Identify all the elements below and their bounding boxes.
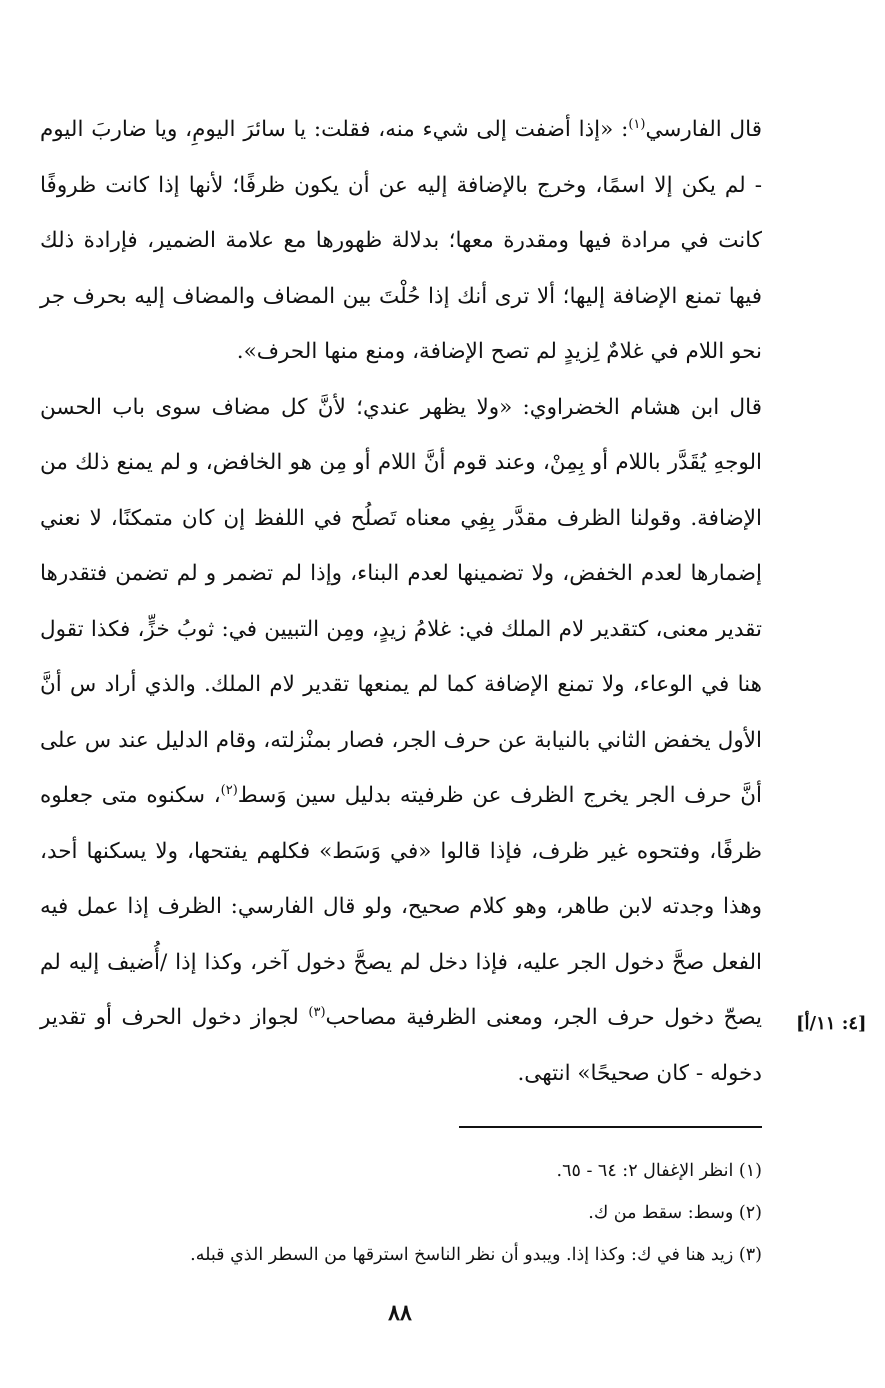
- footnote-divider: [459, 1126, 762, 1128]
- page-number: ٨٨: [388, 1300, 412, 1326]
- paragraph-farisi: [40, 102, 762, 380]
- paragraph-lead: قال الفارسي: [645, 117, 762, 142]
- footnote-ref-3: (٣): [308, 1004, 326, 1020]
- footnote-ref-1: (١): [628, 116, 646, 132]
- footnotes: [40, 1150, 762, 1276]
- paragraph-text-end: لجواز دخول الحرف أو تقدير دخوله - كان صحيحًا» انتهى.: [40, 1005, 762, 1086]
- footnote-1: (١) انظر الإغفال ٢: ٦٤ - ٦٥.: [556, 1161, 762, 1181]
- footnote-ref-2: (٢): [220, 782, 238, 798]
- main-text: [40, 102, 762, 1101]
- footnote-3: (٣) زيد هنا في ك: وكذا إذا. ويبدو أن نظر الناسخ استرقها من السطر الذي قبله.: [190, 1245, 762, 1265]
- paragraph-text: : «إذا أضفت إلى شيء منه، فقلت: يا سائرَ اليومِ، ويا ضاربَ اليوم - لم يكن إلا اسمًا، وخرج بالإضافة إليه عن أن يكون ظرفًا؛ لأنها إذا كانت ظروفًا كانت في مرادة فيها ومقدرة معها؛ بدلالة ظهورها مع علامة الضمير، فإرادة ذلك فيها تمنع الإضافة إليها؛ ألا ترى أنك إذا حُلْتَ بين المضاف والمضاف إليه بحرف جر نحو اللام في غلامٌ لِزيدٍ لم تصح الإضافة، ومنع منها الحرف».: [40, 117, 762, 364]
- paragraph-text: ، سكنوه متى جعلوه ظرفًا، وفتحوه غير ظرف، فإذا قالوا «في وَسَط» فكلهم يفتحها، ولا يسكنها أحد، وهذا وجدته لابن طاهر، وهو كلام صحيح، ولو قال الفارسي: الظرف إذا عمل فيه الفعل صحَّ دخول الجر عليه، فإذا دخل لم يصحَّ دخول آخر، وكذا إذا /أُضيف إليه لم يصحّ دخول حرف الجر، ومعنى الظرفية مصاحب: [40, 783, 763, 1030]
- manuscript-folio-marker: [٤: ١١/أ]: [796, 1013, 867, 1034]
- footnote-2: (٢) وسط: سقط من ك.: [588, 1203, 762, 1223]
- paragraph-lead: قال ابن هشام الخضراوي: «ولا يظهر عندي؛ لأنَّ كل مضاف سوى باب الحسن الوجهِ يُقَدَّر باللام أو بِمِنْ، وعند قوم أنَّ اللام أو مِن هو الخافض، و لم يمنع ذلك من الإضافة. وقولنا الظرف مقدَّر بِفِي معناه تَصلُح في اللفظ إن كان متمكنًا، لا نعني إضمارها لعدم الخفض، ولا تضمينها لعدم البناء، وإذا لم تضمر و لم تضمن فتقدرها تقدير معنى، كتقدير لام الملك في: غلامُ زيدٍ، ومِن التبيين في: ثوبُ خزٍّ، فكذا تقول هنا في الوعاء، ولا تمنع الإضافة كما لم يمنعها تقدير لام الملك. والذي أراد س أنَّ الأول يخفض الثاني بالنيابة عن حرف الجر، فصار بمنْزلته، وقام الدليل عند س على أنَّ حرف الجر يخرج الظرف عن ظرفيته بدليل سين وَسط: [40, 394, 762, 808]
- paragraph-ibn-hisham: [40, 380, 762, 1102]
